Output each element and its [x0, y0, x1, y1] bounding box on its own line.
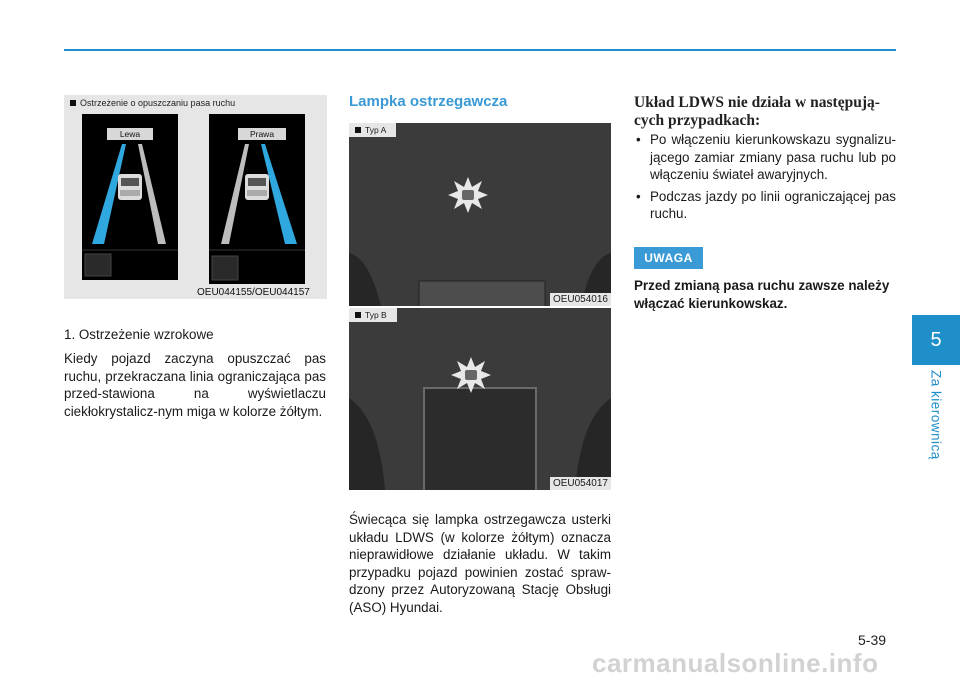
panel-b-code: OEU054017	[550, 477, 611, 490]
list-item: • Po włączeniu kierunkowskazu sygnalizu-jącego zamiar zmiany pasa ruchu lub po włączeniu świateł awaryjnych.	[634, 131, 896, 184]
middle-paragraph: Świecąca się lampka ostrzegawcza usterki układu LDWS (w kolorze żółtym) oznacza nieprawidłowe działanie układu. W takim przypadku pojazd powinien zostać spraw-dzony przez Autoryzowaną Stację Obsługi (ASO) Hyundai.	[349, 512, 611, 615]
page-number: 5-39	[858, 632, 887, 648]
square-bullet-icon	[355, 127, 361, 133]
header-rule	[64, 49, 896, 51]
cluster-background-b	[349, 308, 611, 490]
figure-code: OEU044155/OEU044157	[197, 287, 310, 298]
cluster-panel-type-b	[349, 308, 611, 490]
section-heading-warning-lamp: Lampka ostrzegawcza	[349, 93, 508, 110]
ldws-warning-lamp-icon	[446, 175, 490, 215]
notice-badge: UWAGA	[634, 247, 703, 269]
watermark: carmanualsonline.info	[592, 648, 879, 678]
panel-a-code: OEU054016	[550, 293, 611, 306]
label-left: Lewa	[107, 128, 153, 140]
list-item-visual-warning: 1. Ostrzeżenie wzrokowe	[64, 327, 214, 342]
lane-warning-figure	[64, 95, 327, 299]
chapter-label: Za kierownicą	[928, 370, 944, 460]
cluster-panel-type-a	[349, 123, 611, 306]
square-bullet-icon	[355, 312, 361, 318]
ldws-conditions-list	[634, 131, 896, 227]
section-heading-ldws: Układ LDWS nie działa w następują-cych przypadkach:	[634, 94, 880, 129]
figure-caption: Ostrzeżenie o opuszczaniu pasa ruchu	[70, 98, 235, 108]
ldws-warning-lamp-icon	[449, 355, 493, 395]
notice-text: Przed zmianą pasa ruchu zawsze należy włączać kierunkowskaz.	[634, 278, 890, 311]
square-bullet-icon	[70, 100, 76, 106]
label-right: Prawa	[238, 128, 286, 140]
type-b-tag: Typ B	[349, 308, 397, 322]
list-item: • Podczas jazdy po linii ograniczającej pas ruchu.	[634, 188, 896, 223]
type-a-tag: Typ A	[349, 123, 396, 137]
chapter-tab[interactable]: 5	[912, 315, 960, 365]
left-paragraph: Kiedy pojazd zaczyna opuszczać pas ruchu, przekraczana linia ograniczająca pas przed-stawiona na wyświetlaczu ciekłokrystalicz-nym miga w kolorze żółtym.	[64, 351, 326, 419]
